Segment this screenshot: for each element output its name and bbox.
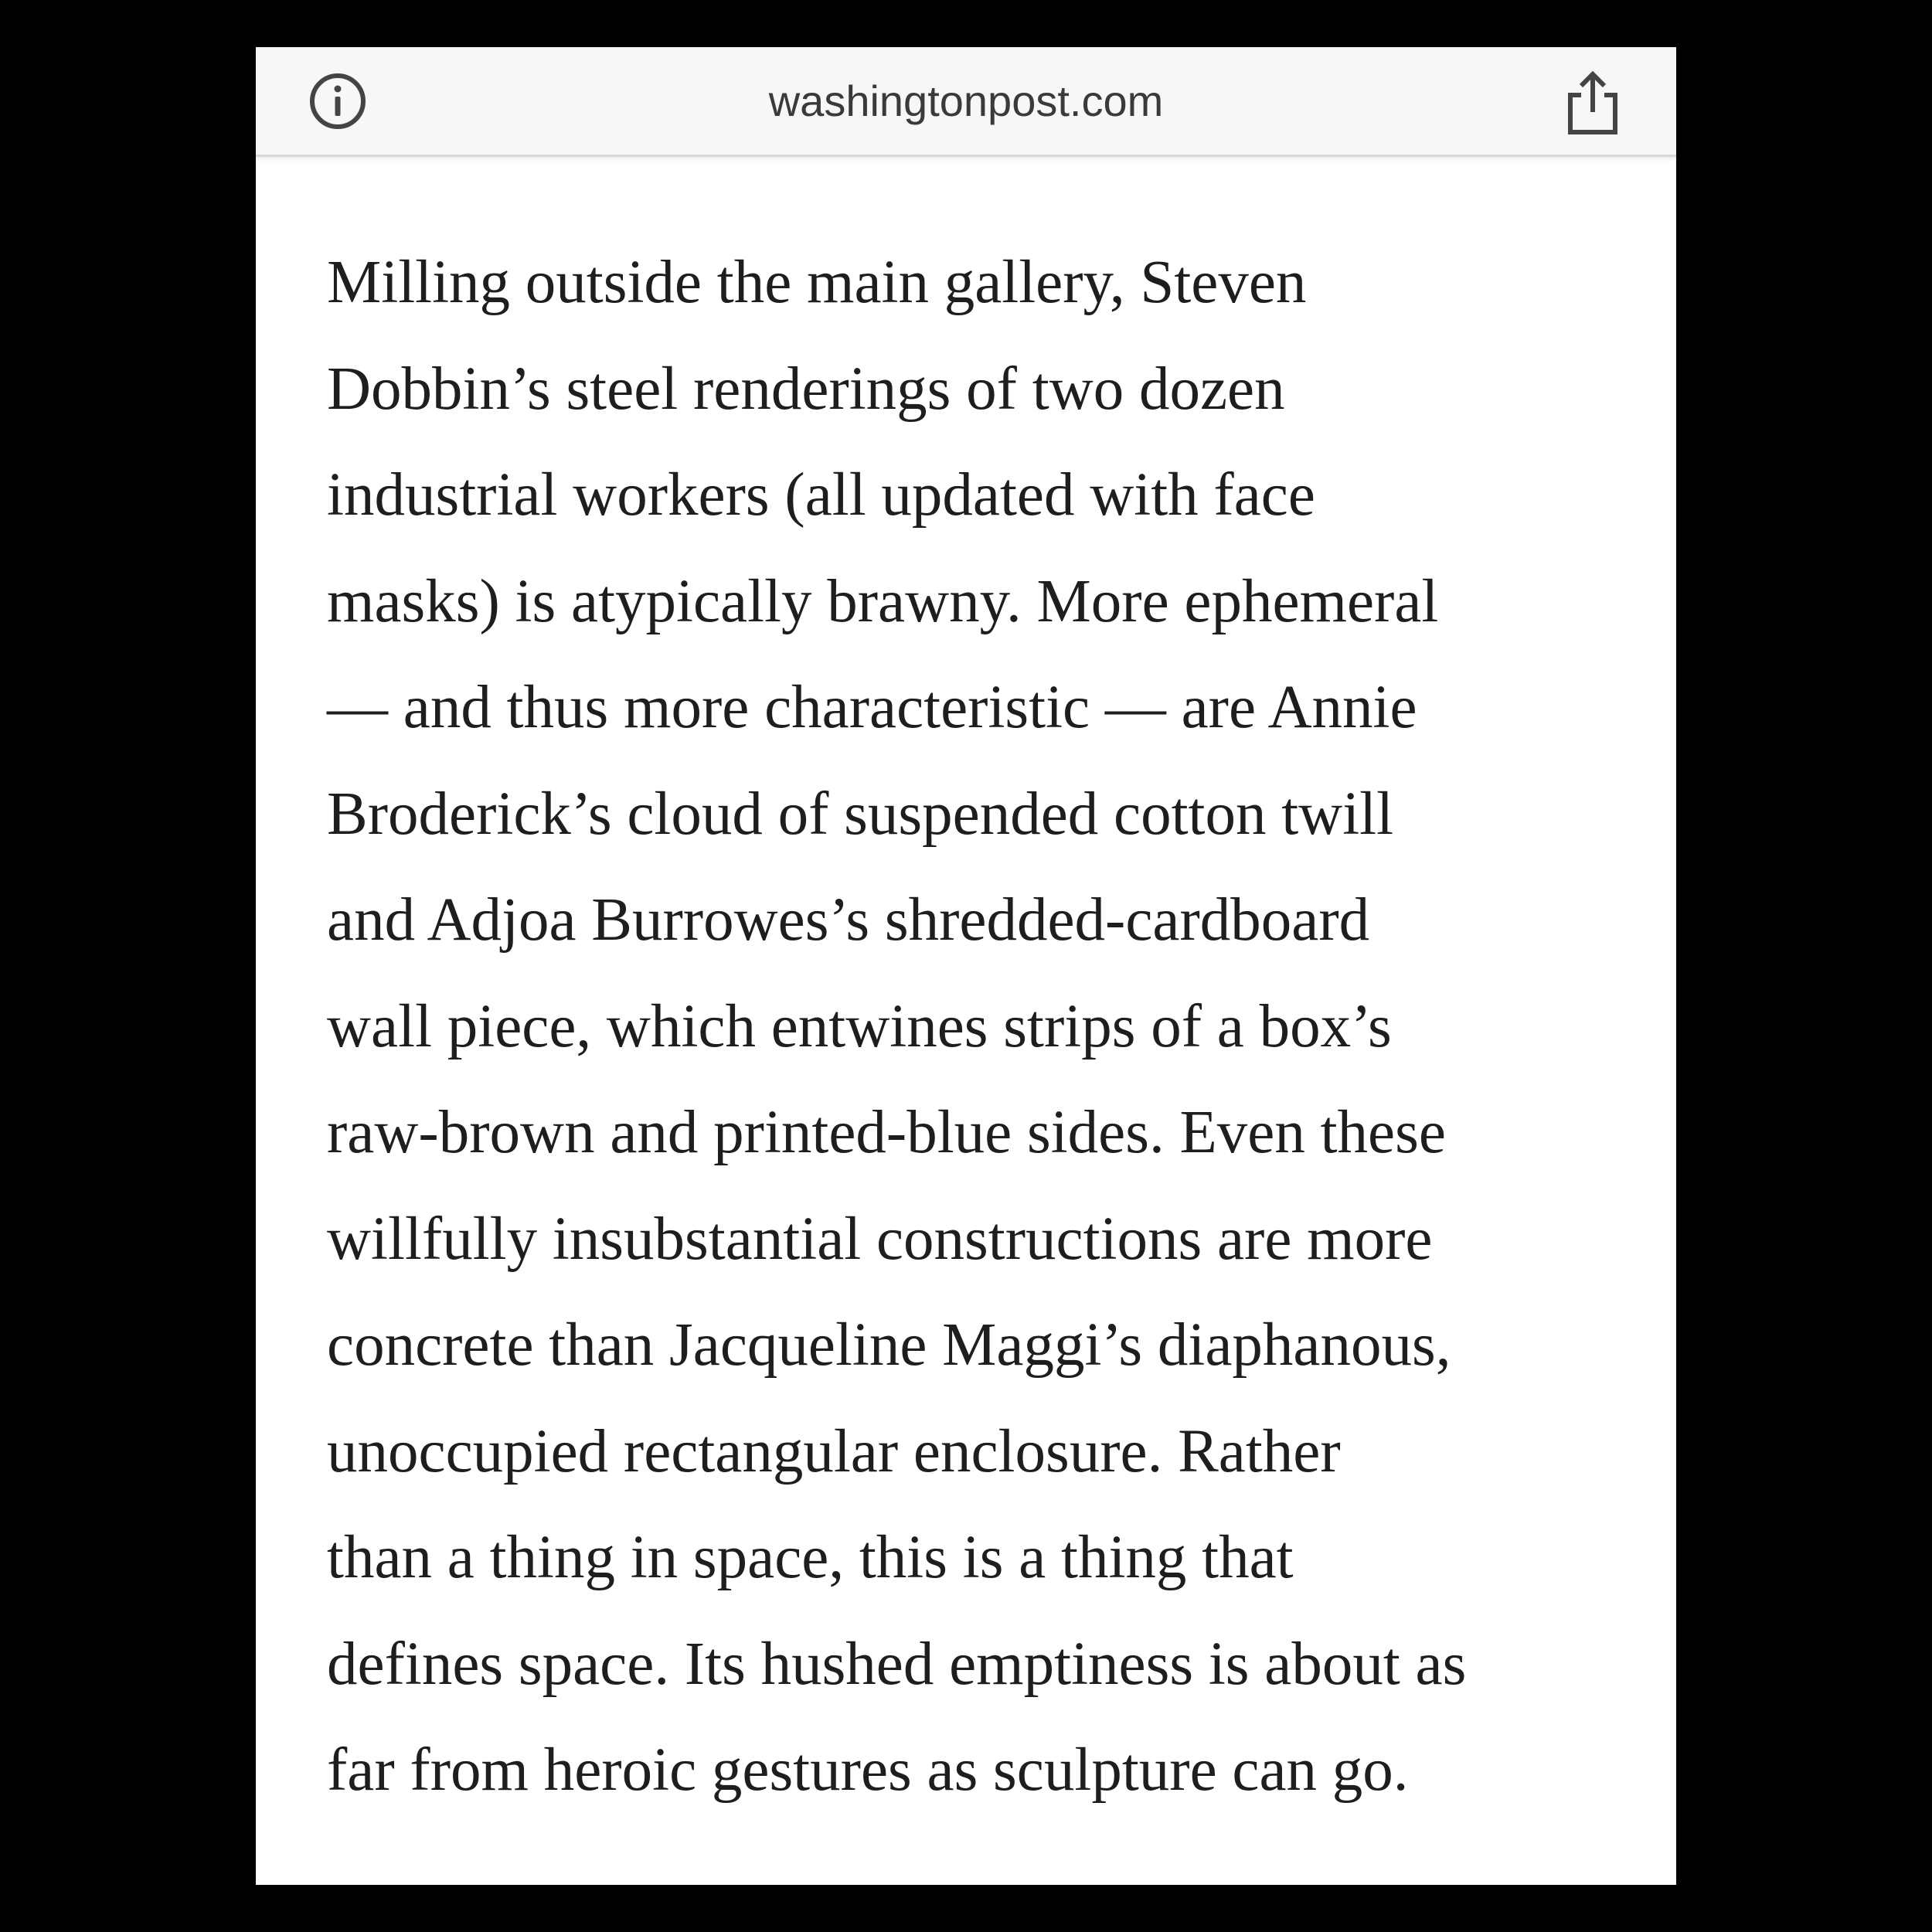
article-line: far from heroic gestures as sculpture can go.: [327, 1736, 1409, 1804]
article-paragraph: [327, 230, 1656, 1824]
article-line: and Adjoa Burrowes’s shredded-cardboard: [327, 886, 1370, 954]
browser-window: [256, 47, 1676, 1885]
article-line: unoccupied rectangular enclosure. Rather: [327, 1417, 1341, 1485]
article-line: Broderick’s cloud of suspended cotton twill: [327, 780, 1394, 848]
article-line: industrial workers (all updated with face: [327, 461, 1315, 529]
url-domain[interactable]: washingtonpost.com: [768, 77, 1164, 125]
article-line: wall piece, which entwines strips of a box’s: [327, 992, 1392, 1060]
address-bar: [256, 47, 1676, 157]
article-line: — and thus more characteristic — are Annie: [327, 674, 1417, 741]
share-button[interactable]: [1561, 67, 1624, 137]
article-line: defines space. Its hushed emptiness is about as: [327, 1630, 1467, 1698]
article-line: Dobbin’s steel renderings of two dozen: [327, 355, 1285, 423]
article-line: raw-brown and printed-blue sides. Even these: [327, 1099, 1446, 1166]
share-icon: [1561, 67, 1624, 137]
article-line: Milling outside the main gallery, Steven: [327, 249, 1307, 316]
article-line: willfully insubstantial constructions are more: [327, 1205, 1433, 1273]
article-line: concrete than Jacqueline Maggi’s diaphanous,: [327, 1311, 1451, 1379]
article-line: than a thing in space, this is a thing that: [327, 1524, 1294, 1591]
article-line: masks) is atypically brawny. More ephemeral: [327, 567, 1439, 635]
